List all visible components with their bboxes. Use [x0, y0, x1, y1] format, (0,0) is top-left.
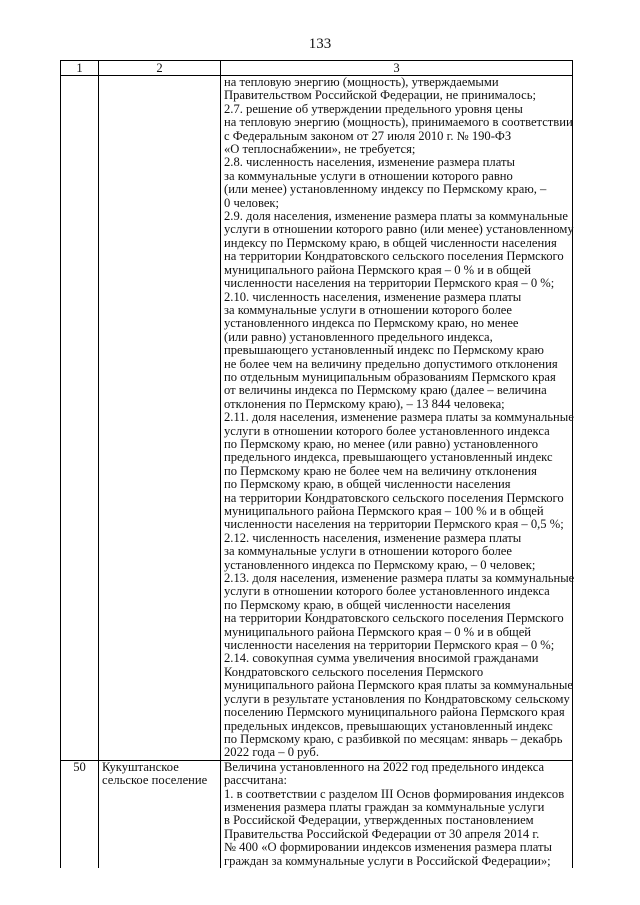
- content-line: муниципального района Пермского края – 100 % и в общей: [224, 504, 544, 518]
- content-line: 2.14. совокупная сумма увеличения вносимой гражданами: [224, 651, 539, 666]
- content-line: услуги в результате установления по Кондратовскому сельскому: [224, 691, 570, 706]
- content-line: 1. в соответствии с разделом III Основ формирования индексов: [224, 786, 565, 801]
- content-line: по Пермскому краю, с разбивкой по месяцам: январь – декабрь: [224, 731, 563, 746]
- content-line: муниципального района Пермского края – 0 % и в общей: [224, 262, 532, 277]
- header-col-2: 2: [99, 61, 221, 76]
- content-line: услуги в отношении которого равно (или менее) установленному: [224, 222, 574, 237]
- content-line: по Пермскому краю, в общей численности населения: [224, 597, 511, 612]
- content-line: (или менее) установленному индексу по Пермскому краю, –: [224, 182, 547, 197]
- content-line: Кондратовского сельского поселения Пермского: [224, 664, 484, 679]
- header-col-3: 3: [221, 61, 573, 76]
- table-row: [61, 760, 573, 868]
- content-line: Правительством Российской Федерации, не принималось;: [224, 88, 536, 103]
- content-line: муниципального района Пермского края – 0 % и в общей: [224, 624, 532, 639]
- content-line: за коммунальные услуги в отношении которого равно: [224, 168, 513, 183]
- content-line: Величина установленного на 2022 год предельного индекса: [224, 759, 545, 774]
- content-line: предельных индексов, превышающих установленный индекс: [224, 718, 553, 733]
- content-line: 0 человек;: [224, 195, 280, 210]
- content-line: (или равно) установленного предельного индекса,: [224, 329, 493, 344]
- content-line: 2022 года – 0 руб.: [224, 745, 319, 760]
- content-line: 2.7. решение об утверждении предельного уровня цены: [224, 101, 523, 116]
- content-line: изменения размера платы граждан за коммунальные услуги: [224, 799, 545, 814]
- content-line: услуги в отношении которого более установленного индекса: [224, 584, 550, 599]
- table-header-row: [61, 61, 573, 76]
- content-line: превышающего установленный индекс по Пермскому краю: [224, 343, 544, 358]
- municipality-name-line: Кукуштанское: [102, 759, 179, 774]
- content-line: 2.13. доля населения, изменение размера платы за коммунальные: [224, 571, 575, 586]
- content-line: не более чем на величину предельно допустимого отклонения: [224, 356, 558, 371]
- table-row: [61, 76, 573, 761]
- content-line: предельного индекса, превышающего установленный индекс: [224, 450, 553, 465]
- content-line: 2.10. численность населения, изменение размера платы: [224, 289, 522, 304]
- content-line: 2.8. численность населения, изменение размера платы: [224, 155, 515, 170]
- content-line: поселению Пермского муниципального района Пермского края: [224, 705, 565, 720]
- content-line: отклонения по Пермскому краю), – 13 844 человека;: [224, 396, 505, 411]
- row-number-cell: 50: [61, 760, 99, 868]
- content-line: услуги в отношении которого более установленного индекса: [224, 423, 550, 438]
- content-line: численности населения на территории Пермского края – 0 %;: [224, 638, 555, 653]
- row-number-cell: [61, 76, 99, 761]
- content-line: численности населения на территории Пермского края – 0,5 %;: [224, 517, 564, 532]
- content-line: 2.9. доля населения, изменение размера платы за коммунальные: [224, 209, 568, 224]
- content-line: «О теплоснабжении», не требуется;: [224, 142, 416, 157]
- header-col-1: 1: [61, 61, 99, 76]
- content-line: на территории Кондратовского сельского поселения Пермского: [224, 611, 564, 626]
- content-line: по Пермскому краю, в общей численности населения: [224, 477, 511, 492]
- content-line: Правительства Российской Федерации от 30 апреля 2014 г.: [224, 826, 540, 841]
- content-line: муниципального района Пермского края платы за коммунальные: [224, 678, 573, 693]
- content-line: 2.11. доля населения, изменение размера платы за коммунальные: [224, 410, 574, 425]
- content-line: по Пермскому краю не более чем на величину отклонения: [224, 463, 537, 478]
- municipality-name-line: сельское поселение: [102, 773, 208, 788]
- content-line: на тепловую энергию (мощность), принимаемого в соответствии: [224, 115, 573, 130]
- row-content-cell: [221, 760, 573, 868]
- content-line: за коммунальные услуги в отношении которого более: [224, 302, 512, 317]
- content-line: граждан за коммунальные услуги в Российской Федерации»;: [224, 853, 551, 868]
- content-line: № 400 «О формировании индексов изменения размера платы: [224, 840, 552, 855]
- content-line: с Федеральным законом от 27 июля 2010 г. № 190-ФЗ: [224, 128, 512, 143]
- content-line: численности населения на территории Пермского края – 0 %;: [224, 276, 555, 291]
- municipality-name-cell: [99, 760, 221, 868]
- content-line: за коммунальные услуги в отношении которого более: [224, 544, 512, 559]
- content-line: по Пермскому краю, но менее (или равно) установленного: [224, 436, 539, 451]
- document-table: [60, 60, 573, 868]
- row-content-cell: [221, 76, 573, 761]
- content-line: на тепловую энергию (мощность), утверждаемыми: [224, 75, 499, 89]
- content-line: в Российской Федерации, утвержденных постановлением: [224, 813, 534, 828]
- content-line: установленного индекса по Пермскому краю, – 0 человек;: [224, 557, 536, 572]
- content-line: 2.12. численность населения, изменение размера платы: [224, 530, 522, 545]
- content-line: по отдельным муниципальным образованиям Пермского края: [224, 369, 556, 384]
- content-line: на территории Кондратовского сельского поселения Пермского: [224, 490, 564, 505]
- content-line: установленного индекса по Пермскому краю, но менее: [224, 316, 519, 331]
- content-line: на территории Кондратовского сельского поселения Пермского: [224, 249, 564, 264]
- municipality-name-cell: [99, 76, 221, 761]
- content-line: рассчитана:: [224, 773, 287, 788]
- content-line: от величины индекса по Пермскому краю (далее – величина: [224, 383, 547, 398]
- page-number: 133: [308, 36, 332, 52]
- content-line: индексу по Пермскому краю, в общей численности населения: [224, 235, 557, 250]
